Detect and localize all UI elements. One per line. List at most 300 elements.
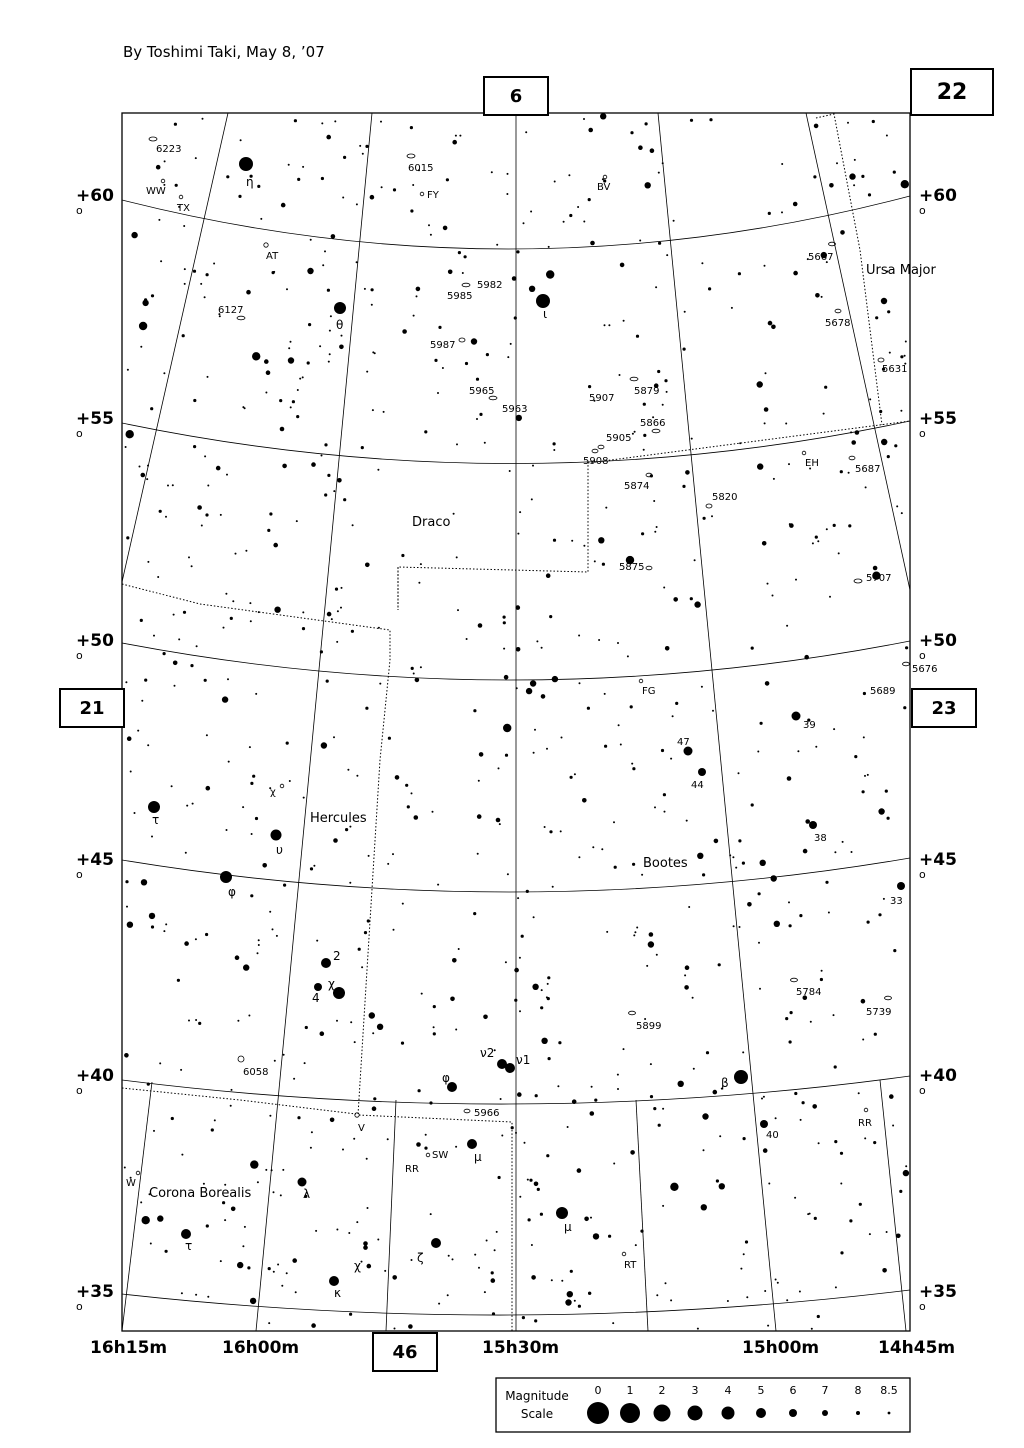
- field-star: [216, 466, 221, 471]
- field-star: [452, 1258, 454, 1260]
- field-star: [815, 293, 820, 298]
- field-star: [387, 1138, 389, 1140]
- var-fy: FY: [427, 190, 439, 201]
- field-star: [328, 361, 330, 363]
- field-star: [507, 873, 509, 875]
- field-star: [804, 655, 809, 660]
- field-star: [578, 635, 580, 637]
- field-star: [889, 352, 891, 354]
- field-star: [351, 630, 354, 633]
- star-39-boo: [792, 712, 801, 721]
- field-star: [829, 183, 834, 188]
- field-star: [785, 423, 787, 425]
- field-star: [380, 121, 382, 123]
- field-star: [551, 1279, 553, 1281]
- ra-label-16h15m: 16h15m: [90, 1338, 168, 1358]
- field-star: [163, 372, 165, 374]
- field-star: [446, 178, 449, 181]
- field-star: [584, 1217, 589, 1222]
- field-star: [658, 1124, 661, 1127]
- field-star: [405, 784, 408, 787]
- field-star: [561, 1280, 563, 1282]
- field-star: [709, 118, 712, 121]
- field-star: [560, 830, 562, 832]
- label-eta: η: [246, 175, 254, 189]
- dec-text: +40: [76, 1066, 114, 1086]
- var-rr-crb: RR: [405, 1164, 419, 1175]
- dso-6058: 6058: [243, 1067, 269, 1078]
- field-star: [248, 1015, 250, 1017]
- legend-magnitude-label: 0: [594, 1384, 602, 1397]
- field-star: [849, 173, 855, 179]
- field-star: [654, 531, 656, 533]
- field-star: [567, 1291, 573, 1297]
- field-star: [392, 1275, 397, 1280]
- field-star: [180, 1069, 182, 1071]
- field-star: [393, 188, 396, 191]
- constellation-names: [149, 263, 936, 1201]
- var-v: V: [358, 1123, 365, 1134]
- field-star: [849, 1219, 852, 1222]
- star-beta-boo: [734, 1070, 748, 1084]
- dso-5908: 5908: [583, 456, 609, 467]
- field-star: [745, 1240, 748, 1243]
- field-star: [627, 655, 629, 657]
- ra-line-1: [122, 113, 228, 582]
- field-star: [195, 1019, 197, 1021]
- dec-text: +55: [76, 409, 114, 429]
- field-star: [527, 1179, 529, 1181]
- var-sw: SW: [432, 1150, 449, 1161]
- field-star: [464, 255, 467, 258]
- field-star: [147, 1083, 150, 1086]
- field-star: [507, 173, 509, 175]
- field-star: [666, 254, 668, 256]
- field-star: [354, 1041, 356, 1043]
- field-star: [789, 523, 794, 528]
- field-star: [738, 772, 740, 774]
- field-star: [269, 911, 271, 913]
- field-star: [350, 1021, 352, 1023]
- field-star: [865, 486, 867, 488]
- field-star: [433, 1032, 436, 1035]
- field-star: [878, 808, 884, 814]
- field-star: [156, 165, 161, 170]
- field-star: [739, 926, 741, 928]
- field-star: [662, 1108, 664, 1110]
- field-star: [455, 135, 457, 137]
- ra-line-6: [386, 1100, 396, 1331]
- field-star: [905, 341, 907, 343]
- field-star: [265, 392, 267, 394]
- field-star: [757, 751, 759, 753]
- field-star: [352, 524, 354, 526]
- field-star: [604, 745, 607, 748]
- field-star: [282, 464, 287, 469]
- field-star: [205, 933, 208, 936]
- field-star: [855, 430, 860, 435]
- field-star: [183, 611, 186, 614]
- dso-5784: 5784: [796, 987, 822, 998]
- field-star: [583, 221, 585, 223]
- field-star: [693, 1068, 695, 1070]
- dso-5687: 5687: [855, 464, 881, 475]
- constellation-hercules: Hercules: [310, 811, 367, 826]
- field-star: [356, 203, 358, 205]
- field-star: [462, 272, 464, 274]
- field-star: [430, 234, 432, 236]
- field-star: [416, 1142, 421, 1147]
- field-star: [761, 1098, 763, 1100]
- field-star: [356, 1221, 358, 1223]
- ra-label-15h00m: 15h00m: [742, 1338, 820, 1358]
- field-star: [144, 679, 147, 682]
- legend-magnitude-disc: [620, 1403, 640, 1423]
- field-star: [153, 635, 155, 637]
- field-star: [904, 355, 906, 357]
- field-star: [127, 922, 133, 928]
- field-star: [531, 1275, 536, 1280]
- field-star: [863, 692, 866, 695]
- field-star: [799, 914, 802, 917]
- field-star: [899, 1190, 902, 1193]
- field-star: [691, 438, 693, 440]
- ra-line-4: [806, 113, 910, 590]
- field-star: [226, 175, 229, 178]
- field-star: [653, 500, 655, 502]
- field-star: [337, 478, 342, 483]
- field-star: [220, 1260, 222, 1262]
- field-star: [365, 145, 368, 148]
- field-star: [697, 1328, 699, 1330]
- field-star: [650, 148, 655, 153]
- field-star: [499, 823, 501, 825]
- field-star: [504, 675, 509, 680]
- star-2-her: [321, 958, 331, 968]
- field-star: [519, 511, 521, 513]
- field-star: [867, 921, 870, 924]
- label-phi-her: φ: [228, 885, 236, 899]
- field-star: [861, 999, 866, 1004]
- field-star: [592, 846, 594, 848]
- field-star: [282, 1169, 284, 1171]
- field-star: [415, 678, 420, 683]
- page-ref-bottom[interactable]: 46: [372, 1332, 438, 1372]
- legend-magnitude-label: 4: [724, 1384, 732, 1397]
- label-2: 2: [333, 949, 341, 963]
- field-star: [384, 1270, 386, 1272]
- dso-5982: 5982: [477, 280, 503, 291]
- field-star: [204, 455, 206, 457]
- field-star: [516, 687, 518, 689]
- field-star: [294, 119, 297, 122]
- field-star: [486, 1240, 488, 1242]
- dec-text: +45: [76, 850, 114, 870]
- constellation-corona-borealis: Corona Borealis: [149, 1186, 252, 1201]
- field-star: [479, 413, 482, 416]
- var-at: AT: [266, 251, 279, 262]
- field-star: [177, 979, 180, 982]
- star-40-boo: [760, 1120, 768, 1128]
- page-ref-right[interactable]: 23: [911, 688, 977, 728]
- star-nu1-boo: [505, 1063, 515, 1073]
- field-star: [370, 195, 375, 200]
- field-star: [226, 829, 228, 831]
- field-star: [203, 1183, 205, 1185]
- field-star: [534, 1182, 539, 1187]
- field-star: [861, 175, 864, 178]
- field-star: [606, 931, 608, 933]
- field-star: [372, 351, 374, 353]
- field-star: [765, 372, 767, 374]
- field-star: [813, 175, 816, 178]
- dec-text: +50: [76, 631, 114, 651]
- field-star: [206, 273, 209, 276]
- field-star: [764, 265, 766, 267]
- field-star: [235, 955, 240, 960]
- field-star: [387, 863, 389, 865]
- field-star: [759, 988, 761, 990]
- field-star: [775, 1279, 777, 1281]
- dso-5875: 5875: [619, 562, 645, 573]
- field-star: [572, 1099, 577, 1104]
- dso-5985: 5985: [447, 291, 473, 302]
- field-star: [519, 1010, 521, 1012]
- field-star: [815, 536, 818, 539]
- field-star: [297, 1116, 300, 1119]
- field-star: [268, 1322, 270, 1324]
- field-star: [820, 978, 823, 981]
- field-star: [274, 1060, 276, 1062]
- field-star: [195, 938, 197, 940]
- field-star: [361, 446, 364, 449]
- field-star: [840, 1183, 842, 1185]
- legend-magnitude-disc: [688, 1406, 703, 1421]
- field-star: [283, 1054, 285, 1056]
- field-star: [771, 325, 776, 330]
- field-star: [650, 1063, 652, 1065]
- field-star: [757, 381, 763, 387]
- field-star: [535, 1094, 538, 1097]
- field-star: [563, 221, 565, 223]
- field-star: [630, 705, 633, 708]
- field-star: [532, 984, 538, 990]
- field-star: [786, 625, 788, 627]
- legend-magnitude-disc: [888, 1412, 891, 1415]
- field-star: [507, 356, 509, 358]
- field-star: [492, 1312, 495, 1315]
- field-star: [250, 894, 253, 897]
- field-star: [554, 181, 556, 183]
- field-star: [666, 391, 668, 393]
- field-star: [881, 298, 887, 304]
- var-eh: EH: [805, 458, 819, 469]
- field-star: [767, 583, 769, 585]
- field-star: [833, 524, 836, 527]
- label-theta: θ: [336, 318, 344, 332]
- field-star: [864, 775, 866, 777]
- field-star: [186, 805, 188, 807]
- field-star: [594, 1099, 597, 1102]
- field-star: [322, 264, 324, 266]
- field-star: [692, 997, 694, 999]
- field-star: [213, 263, 215, 265]
- field-star: [442, 367, 444, 369]
- field-star: [184, 941, 189, 946]
- field-star: [762, 541, 767, 546]
- field-star: [694, 601, 700, 607]
- field-star: [280, 1194, 282, 1196]
- field-star: [276, 935, 278, 937]
- boundary-draco-inner: [398, 421, 910, 610]
- field-star: [635, 1244, 637, 1246]
- field-star: [536, 640, 538, 642]
- field-star: [517, 1092, 522, 1097]
- field-star: [503, 648, 505, 650]
- field-star: [184, 283, 186, 285]
- field-stars: [124, 113, 909, 1330]
- field-star: [893, 171, 896, 174]
- field-star: [313, 865, 315, 867]
- field-star: [342, 197, 344, 199]
- field-star: [271, 1169, 273, 1171]
- field-star: [503, 724, 511, 732]
- field-star: [358, 948, 361, 951]
- page-ref-top-right[interactable]: 22: [910, 68, 994, 116]
- field-star: [526, 688, 532, 694]
- star-mu-her: [467, 1139, 477, 1149]
- field-star: [665, 646, 670, 651]
- field-star: [764, 422, 766, 424]
- field-star: [641, 874, 643, 876]
- field-star: [327, 289, 330, 292]
- field-star: [141, 473, 146, 478]
- field-star: [478, 623, 483, 628]
- field-star: [672, 715, 674, 717]
- field-star: [372, 1032, 374, 1034]
- field-star: [641, 532, 644, 535]
- field-star: [277, 1264, 279, 1266]
- field-star: [738, 839, 741, 842]
- legend-magnitude-disc: [856, 1411, 860, 1415]
- field-star: [658, 172, 660, 174]
- field-star: [231, 1089, 233, 1091]
- field-star: [321, 122, 323, 124]
- field-star: [558, 1041, 561, 1044]
- field-star: [411, 1259, 413, 1261]
- field-star: [805, 819, 810, 824]
- field-star: [324, 443, 327, 446]
- field-star: [184, 268, 186, 270]
- field-star: [147, 561, 149, 563]
- field-star: [126, 536, 129, 539]
- field-star: [262, 863, 267, 868]
- field-star: [763, 1096, 765, 1098]
- field-star: [327, 612, 332, 617]
- degree-mark-icon: o: [919, 204, 926, 217]
- field-star: [598, 639, 600, 641]
- field-star: [885, 790, 888, 793]
- field-star: [359, 145, 361, 147]
- field-star: [349, 882, 351, 884]
- legend-magnitude-label: 7: [821, 1384, 829, 1397]
- field-star: [602, 563, 605, 566]
- dec-label-right-50: [919, 631, 957, 662]
- field-star: [257, 185, 260, 188]
- field-star: [516, 250, 519, 253]
- field-star: [141, 700, 143, 702]
- field-star: [663, 587, 665, 589]
- field-star: [757, 463, 763, 469]
- field-star: [347, 769, 349, 771]
- field-star: [222, 1201, 225, 1204]
- var-w: W: [126, 1178, 136, 1189]
- field-star: [900, 355, 903, 358]
- field-star: [159, 510, 162, 513]
- field-star: [882, 1268, 887, 1273]
- field-star: [764, 407, 769, 412]
- field-star: [307, 361, 310, 364]
- field-star: [349, 1313, 352, 1316]
- field-star: [716, 1179, 719, 1182]
- field-star: [491, 171, 493, 173]
- field-star: [690, 597, 693, 600]
- label-mu-boo: μ: [564, 1220, 572, 1234]
- field-star: [881, 439, 887, 445]
- field-star: [353, 1138, 355, 1140]
- field-star: [623, 320, 625, 322]
- field-star: [204, 679, 207, 682]
- field-star: [646, 965, 648, 967]
- field-star: [807, 1213, 809, 1215]
- boundary-draco-bootes: [122, 584, 512, 1331]
- field-star: [862, 790, 865, 793]
- dso-5667: 5667: [808, 252, 834, 263]
- field-star: [517, 533, 519, 535]
- field-star: [147, 465, 149, 467]
- dso-5866: 5866: [640, 418, 666, 429]
- page-ref-left[interactable]: 21: [59, 688, 125, 728]
- field-star: [258, 939, 260, 941]
- field-star: [192, 803, 194, 805]
- var-rr-boo: RR: [858, 1118, 872, 1129]
- field-star: [608, 1235, 611, 1238]
- field-star: [211, 1128, 214, 1131]
- field-star: [335, 588, 338, 591]
- field-star: [420, 666, 422, 668]
- field-star: [840, 470, 843, 473]
- field-star: [267, 529, 270, 532]
- field-star: [222, 696, 228, 702]
- dec-text: +50: [919, 631, 957, 651]
- field-star: [288, 347, 290, 349]
- field-star: [643, 403, 646, 406]
- star-eta-dra: [239, 157, 253, 171]
- field-star: [656, 954, 658, 956]
- field-star: [682, 485, 685, 488]
- field-star: [188, 556, 190, 558]
- field-star: [503, 621, 506, 624]
- legend-magnitude-label: 2: [658, 1384, 666, 1397]
- field-star: [140, 346, 142, 348]
- page-ref-top[interactable]: 6: [483, 76, 549, 116]
- field-star: [529, 1179, 532, 1182]
- field-star: [206, 734, 208, 736]
- ra-line-2: [256, 113, 372, 1331]
- field-star: [305, 1026, 308, 1029]
- field-star: [252, 775, 255, 778]
- star-lambda-crb: [298, 1178, 307, 1187]
